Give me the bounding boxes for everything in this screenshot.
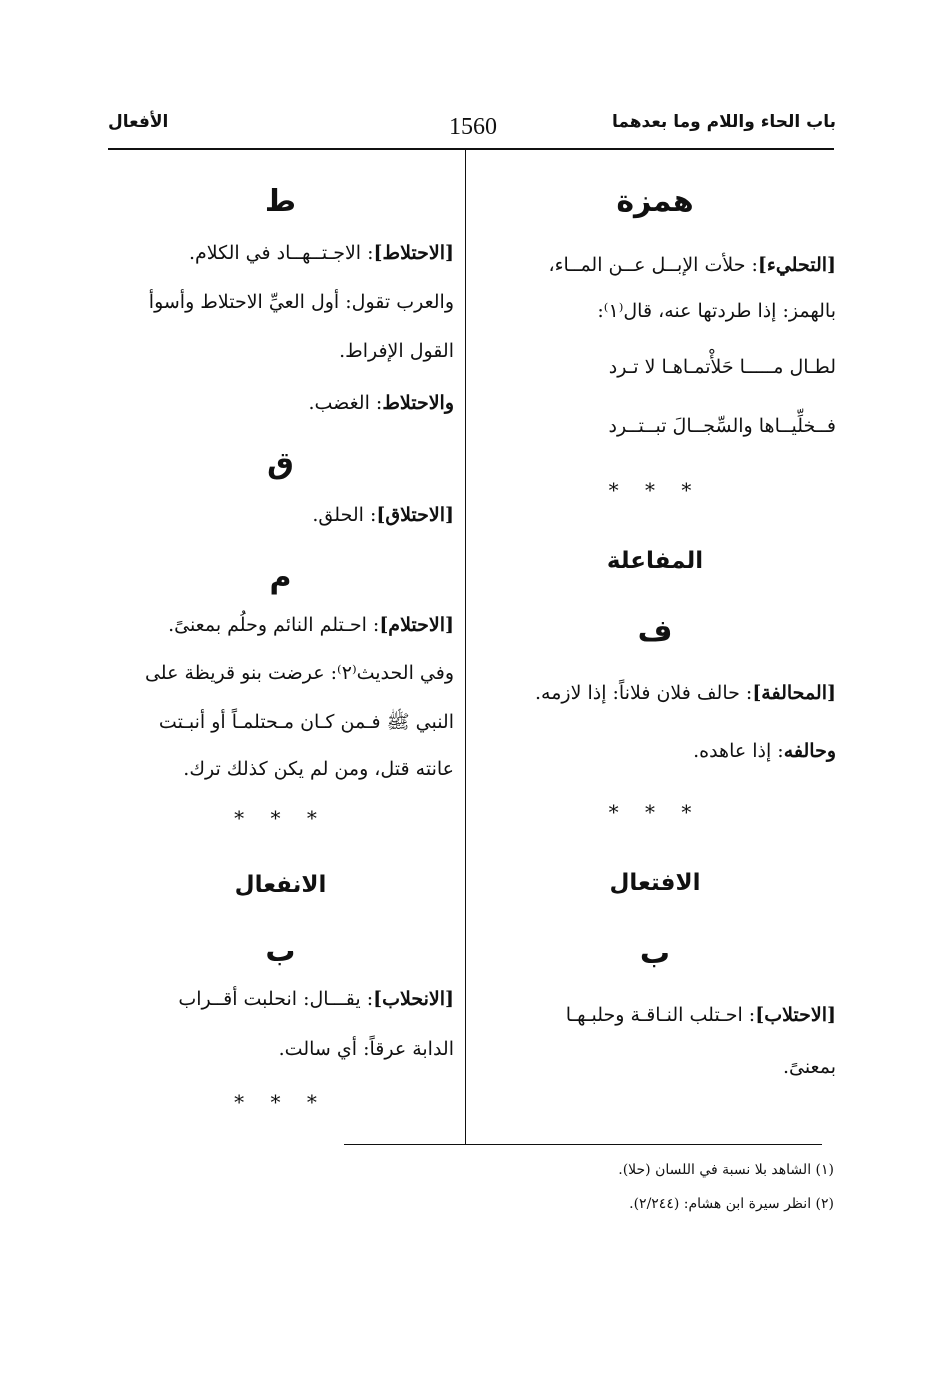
footnote-rule [344,1144,822,1145]
section-separator: * * * [608,478,702,502]
letter-heading: ق [267,446,294,481]
entry-line [312,504,454,526]
column-divider [465,150,466,1144]
entry-term: [التحليء] [757,254,836,276]
verse-line: لطـال مـــــا حَلأْتمـاهـا لا تـرد [608,356,836,378]
entry-line: النبي ﷺ فـمن كـان مـحتلمـاً أو أنبـتت [158,711,454,733]
entry-line [178,988,454,1010]
entry-line: القول الإفراط. [339,340,454,362]
letter-heading: همزة [616,184,694,219]
entry-text: : حالف فلان فلاناً: إذا لازمه. [535,682,753,704]
letter-heading: م [269,560,292,595]
entry-line [535,682,836,704]
section-heading: الافتعال [609,870,701,896]
entry-line [189,242,454,264]
entry-text: : إذا عاهده. [693,740,784,762]
entry-text: : الاجـتــهــاد في الكلام. [188,242,374,264]
entry-line [308,392,454,414]
entry-line [548,254,836,276]
section-heading: الانفعال [234,872,327,898]
entry-term: [الاحتلام] [379,614,454,636]
entry-text: : حلأت الإبــل عــن المــاء، [548,254,758,276]
entry-term: [الانحلاب] [373,988,454,1010]
entry-line: بالهمز: إذا طردتها عنه، قال⁽١⁾: [597,300,836,322]
running-head-right: باب الحاء واللام وما بعدهما [611,112,836,132]
footnote: (١) الشاهد بلا نسبة في اللسان (حلا). [618,1162,834,1178]
section-heading: المفاعلة [606,548,704,574]
letter-heading: ب [265,934,296,969]
entry-text: : احـتلب النـاقـة وحلبـهـا [565,1004,756,1026]
section-separator: * * * [608,800,702,824]
entry-line: الدابة عرقاً: أي سالت. [278,1038,454,1060]
section-separator: * * * [234,806,327,830]
running-head-left: الأفعال [108,112,169,132]
section-separator: * * * [234,1090,327,1114]
letter-heading: ف [637,614,673,649]
letter-heading: ب [639,936,671,971]
entry-line: والعرب تقول: أول العيِّ الاحتلاط وأسوأ [148,291,454,313]
entry-text: : الحلق. [312,504,377,526]
entry-line: بمعنىً. [782,1056,836,1078]
footnote: (٢) انظر سيرة ابن هشام: (٢/٢٤٤). [629,1196,834,1212]
entry-text: : يقـــال: انحلبت أقــراب [178,988,374,1010]
entry-term: وحالفه [783,740,836,762]
page-number: 1560 [449,114,497,140]
entry-line: عانته قتل، ومن لم يكن كذلك ترك. [183,758,454,780]
entry-text: : احـتلم النائم وحلُم بمعنىً. [168,614,380,636]
entry-term: [الاحتلاب] [755,1004,836,1026]
entry-term: [الاحتلاط] [373,242,454,264]
entry-line [693,740,836,762]
letter-heading: ط [264,184,297,219]
verse-line: فــخلِّيــاها والسِّجــالَ تبــتــرد [608,415,836,437]
header-rule [108,148,834,150]
entry-line: وفي الحديث⁽٢⁾: عرضت بنو قريظة على [144,662,454,684]
entry-term: [المحالفة] [752,682,836,704]
entry-term: [الاحتلاق] [376,504,454,526]
entry-line [168,614,454,636]
entry-term: والاحتلاط [382,392,454,414]
entry-text: : الغضب. [308,392,383,414]
entry-line [566,1004,836,1026]
